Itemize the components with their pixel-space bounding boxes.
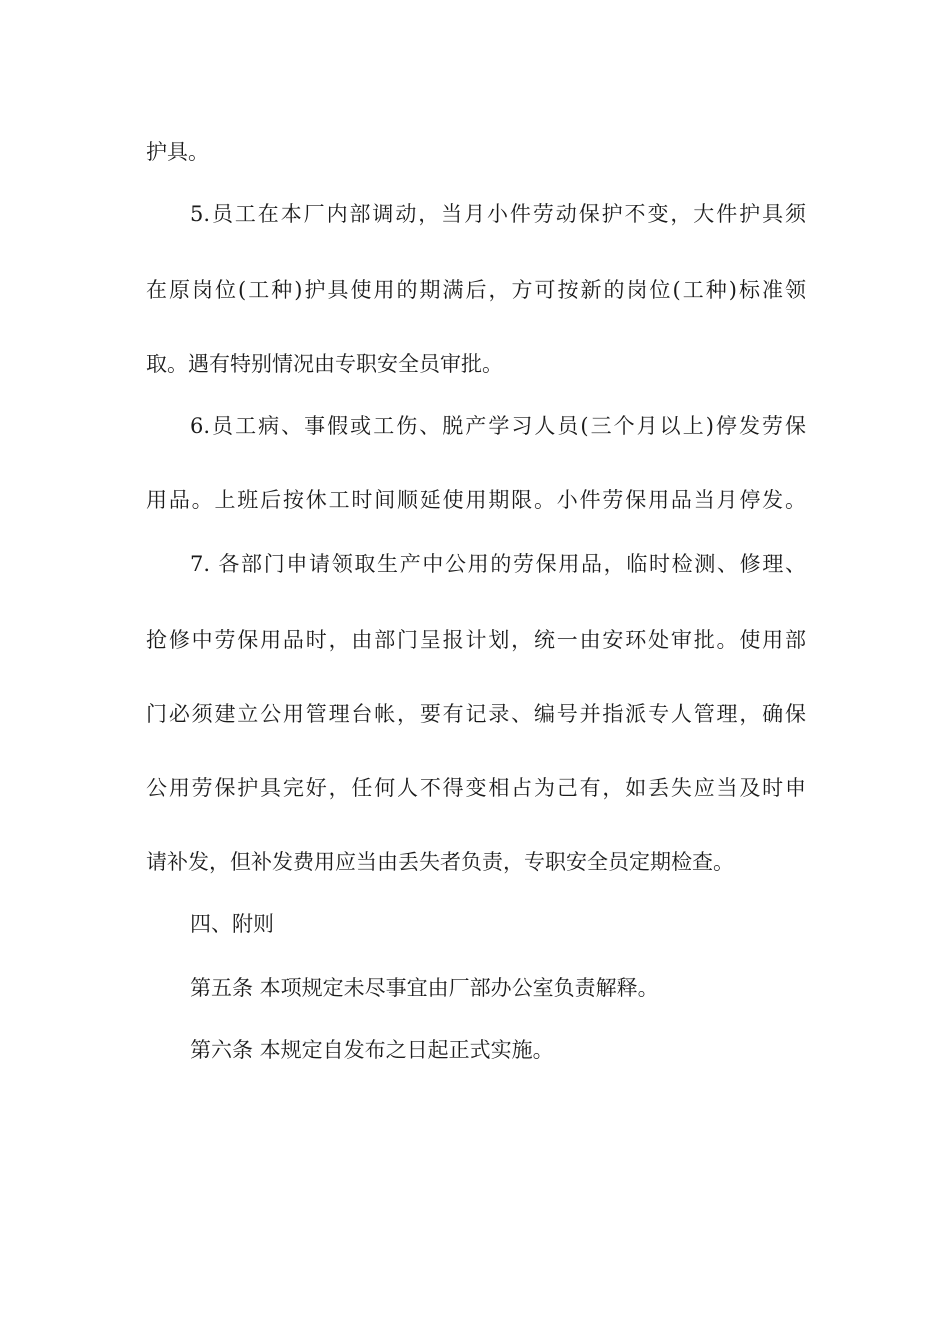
section-heading-appendix: 四、附则 xyxy=(190,912,274,936)
text-line-4: 取。遇有特别情况由专职安全员审批。 xyxy=(146,352,503,376)
text-line-9: 门必须建立公用管理台帐，要有记录、编号并指派专人管理，确保 xyxy=(146,702,806,726)
article-six: 第六条 本规定自发布之日起正式实施。 xyxy=(190,1038,554,1062)
text-line-7: 7. 各部门申请领取生产中公用的劳保用品，临时检测、修理、 xyxy=(190,552,806,576)
text-line-6: 用品。上班后按休工时间顺延使用期限。小件劳保用品当月停发。 xyxy=(146,488,806,512)
text-line-10: 公用劳保护具完好，任何人不得变相占为己有，如丢失应当及时申 xyxy=(146,776,806,800)
text-line-8: 抢修中劳保用品时，由部门呈报计划，统一由安环处审批。使用部 xyxy=(146,628,806,652)
text-line-11: 请补发，但补发费用应当由丢失者负责，专职安全员定期检查。 xyxy=(146,850,734,874)
text-line-1: 护具。 xyxy=(146,140,209,164)
text-line-2: 5.员工在本厂内部调动，当月小件劳动保护不变，大件护具须 xyxy=(190,202,806,226)
article-five: 第五条 本项规定未尽事宜由厂部办公室负责解释。 xyxy=(190,976,659,1000)
text-line-5: 6.员工病、事假或工伤、脱产学习人员(三个月以上)停发劳保 xyxy=(190,414,806,438)
text-line-3: 在原岗位(工种)护具使用的期满后，方可按新的岗位(工种)标准领 xyxy=(146,278,806,302)
